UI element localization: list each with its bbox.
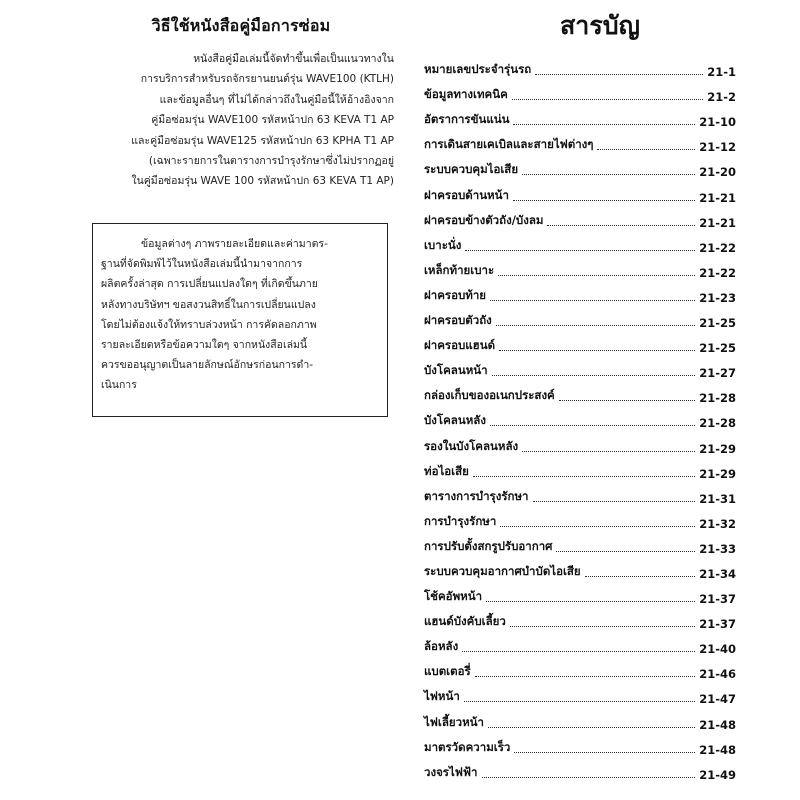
toc-leader-dots — [585, 576, 696, 577]
toc-entry-page: 21-21 — [699, 215, 736, 230]
toc-leader-dots — [513, 124, 695, 125]
toc-entry[interactable] — [424, 205, 736, 230]
toc-entry-label: ระบบควบคุมอากาศบำบัดไอเสีย — [424, 563, 581, 578]
toc-entry[interactable] — [424, 280, 736, 305]
toc-leader-dots — [482, 777, 696, 778]
toc-entry-page: 21-10 — [699, 115, 736, 130]
toc-entry[interactable] — [424, 255, 736, 280]
toc-leader-dots — [496, 325, 695, 326]
toc-entry-page: 21-25 — [699, 341, 736, 356]
toc-leader-dots — [462, 651, 695, 652]
toc-entry[interactable] — [424, 405, 736, 430]
notice-line: โดยไม่ต้องแจ้งให้ทราบล่วงหน้า การคัดลอกภาพ — [101, 318, 317, 331]
toc-entry[interactable] — [424, 330, 736, 355]
toc-entry-label: ไฟหน้า — [424, 689, 460, 704]
toc-entry-page: 21-29 — [699, 441, 736, 456]
toc-leader-dots — [490, 425, 695, 426]
toc-entry-page: 21-12 — [699, 140, 736, 155]
toc-list — [424, 54, 736, 782]
toc-leader-dots — [522, 451, 695, 452]
toc-leader-dots — [492, 375, 696, 376]
toc-entry[interactable] — [424, 54, 736, 79]
notice-line: เนินการ — [101, 379, 137, 392]
toc-entry-page: 21-28 — [699, 391, 736, 406]
toc-entry[interactable] — [424, 230, 736, 255]
toc-entry-label: รองในบังโคลนหลัง — [424, 438, 519, 453]
toc-entry-page: 21-2 — [707, 90, 736, 105]
toc-entry-page: 21-49 — [699, 767, 736, 782]
toc-entry[interactable] — [424, 456, 736, 481]
toc-leader-dots — [499, 350, 695, 351]
notice-line: ข้อมูลต่างๆ ภาพรายละเอียดและค่ามาตร- — [141, 238, 328, 250]
toc-title: สารบัญ — [560, 11, 640, 40]
toc-leader-dots — [510, 626, 695, 627]
toc-entry[interactable] — [424, 706, 736, 731]
toc-entry-page: 21-32 — [699, 516, 736, 531]
toc-entry[interactable] — [424, 656, 736, 681]
toc-entry-label: บังโคลนหน้า — [424, 363, 488, 378]
toc-entry-page: 21-22 — [699, 265, 736, 280]
toc-entry-label: ท่อไอเสีย — [424, 463, 469, 478]
toc-entry-label: ฝาครอบข้างตัวถัง/บังลม — [424, 212, 544, 227]
toc-entry[interactable] — [424, 531, 736, 556]
howto-section — [88, 14, 394, 192]
toc-entry-page: 21-37 — [699, 617, 736, 632]
intro-line: หนังสือคู่มือเล่มนี้จัดทำขึ้นเพื่อเป็นแนวทางใน — [193, 53, 394, 65]
toc-entry-page: 21-25 — [699, 316, 736, 331]
toc-leader-dots — [556, 551, 695, 552]
toc-entry-page: 21-46 — [699, 667, 736, 682]
toc-leader-dots — [533, 501, 696, 502]
toc-entry[interactable] — [424, 757, 736, 782]
toc-entry-label: ระบบควบคุมไอเสีย — [424, 162, 519, 177]
toc-leader-dots — [498, 275, 695, 276]
toc-entry-label: เบาะนั่ง — [424, 237, 462, 252]
toc-entry-page: 21-33 — [699, 541, 736, 556]
intro-paragraph — [88, 49, 394, 192]
toc-entry[interactable] — [424, 506, 736, 531]
intro-line: และข้อมูลอื่นๆ ที่ไม่ได้กล่าวถึงในคู่มือนี้ให้อ้างอิงจาก — [159, 93, 394, 106]
toc-entry-page: 21-47 — [699, 692, 736, 707]
toc-leader-dots — [500, 526, 695, 527]
toc-entry-page: 21-23 — [699, 290, 736, 305]
notice-line: ควรขออนุญาตเป็นลายลักษณ์อักษรก่อนการดำ- — [101, 359, 314, 372]
toc-leader-dots — [465, 250, 695, 251]
toc-entry[interactable] — [424, 380, 736, 405]
toc-entry-label: แฮนด์บังคับเลี้ยว — [424, 614, 506, 629]
intro-line: และคู่มือซ่อมรุ่น WAVE125 รหัสหน้าปก 63 KPHA T1 AP — [131, 134, 394, 147]
notice-line: รายละเอียดหรือข้อความใดๆ จากหนังสือเล่มนี้ — [101, 339, 308, 352]
toc-leader-dots — [535, 74, 703, 75]
intro-line: (เฉพาะรายการในตารางการบำรุงรักษาซึ่งไม่ปรากฏอยู่ — [148, 155, 394, 168]
toc-leader-dots — [522, 174, 695, 175]
toc-entry-label: หมายเลขประจำรุ่นรถ — [424, 62, 532, 77]
toc-entry-label: ฝาครอบด้านหน้า — [424, 187, 509, 202]
toc-entry-label: การเดินสายเคเบิลและสายไฟต่างๆ — [424, 137, 594, 152]
toc-leader-dots — [514, 752, 695, 753]
toc-entry[interactable] — [424, 430, 736, 455]
intro-line: คู่มือซ่อมรุ่น WAVE100 รหัสหน้าปก 63 KEVA T1 AP — [151, 114, 394, 127]
toc-entry-label: ตารางการบำรุงรักษา — [424, 488, 529, 503]
toc-entry-page: 21-21 — [699, 190, 736, 205]
notice-line: ผลิตครั้งล่าสุด การเปลี่ยนแปลงใดๆ ที่เกิดขึ้นภาย — [101, 278, 318, 291]
toc-entry-page: 21-34 — [699, 566, 736, 581]
toc-entry-page: 21-27 — [699, 366, 736, 381]
toc-leader-dots — [547, 225, 695, 226]
notice-line: หลังทางบริษัทฯ ขอสงวนสิทธิ์ในการเปลี่ยนแปลง — [101, 298, 316, 311]
toc-entry-label: ฝาครอบท้าย — [424, 287, 487, 302]
toc-entry-label: แบตเตอรี่ — [424, 664, 471, 679]
toc-entry-page: 21-48 — [699, 742, 736, 757]
toc-entry-label: กล่องเก็บของอเนกประสงค์ — [424, 388, 555, 403]
toc-entry-page: 21-37 — [699, 592, 736, 607]
toc-entry[interactable] — [424, 129, 736, 154]
toc-entry[interactable] — [424, 79, 736, 104]
toc-entry[interactable] — [424, 732, 736, 757]
toc-entry-label: มาตรวัดความเร็ว — [424, 739, 511, 754]
toc-entry-label: การปรับตั้งสกรูปรับอากาศ — [424, 538, 553, 553]
toc-entry[interactable] — [424, 556, 736, 581]
toc-entry[interactable] — [424, 305, 736, 330]
toc-entry[interactable] — [424, 631, 736, 656]
toc-leader-dots — [513, 200, 695, 201]
toc-entry-label: บังโคลนหลัง — [424, 413, 486, 428]
notice-line: ฐานที่จัดพิมพ์ไว้ในหนังสือเล่มนี้นำมาจากการ — [101, 258, 303, 271]
toc-section — [424, 6, 736, 782]
toc-entry[interactable] — [424, 681, 736, 706]
toc-entry-label: เหล็กท้ายเบาะ — [424, 262, 495, 277]
toc-entry-label: ไฟเลี้ยวหน้า — [424, 714, 484, 729]
toc-leader-dots — [512, 99, 703, 100]
toc-entry[interactable] — [424, 179, 736, 204]
toc-leader-dots — [475, 676, 696, 677]
toc-entry[interactable] — [424, 581, 736, 606]
toc-entry-page: 21-29 — [699, 466, 736, 481]
toc-entry-page: 21-31 — [699, 491, 736, 506]
toc-entry-page: 21-48 — [699, 717, 736, 732]
toc-leader-dots — [597, 149, 695, 150]
toc-entry-label: ข้อมูลทางเทคนิค — [424, 87, 508, 102]
toc-leader-dots — [488, 727, 695, 728]
toc-entry-label: ฝาครอบแฮนด์ — [424, 338, 496, 353]
toc-entry-label: อัตราการขันแน่น — [424, 112, 510, 127]
toc-entry-page: 21-28 — [699, 416, 736, 431]
toc-entry-label: วงจรไฟฟ้า — [424, 764, 478, 779]
toc-leader-dots — [486, 601, 695, 602]
toc-entry[interactable] — [424, 606, 736, 631]
toc-entry[interactable] — [424, 481, 736, 506]
intro-line: การบริการสำหรับรถจักรยานยนต์รุ่น WAVE100 (KTLH) — [140, 73, 394, 86]
toc-leader-dots — [464, 701, 695, 702]
toc-leader-dots — [473, 476, 695, 477]
notice-box — [92, 223, 388, 417]
toc-entry[interactable] — [424, 154, 736, 179]
toc-leader-dots — [490, 300, 695, 301]
toc-entry-label: ล้อหลัง — [424, 639, 459, 654]
toc-entry[interactable] — [424, 104, 736, 129]
intro-line: ในคู่มือซ่อมรุ่น WAVE 100 รหัสหน้าปก 63 KEVA T1 AP) — [131, 175, 394, 188]
toc-entry-page: 21-1 — [707, 65, 736, 80]
toc-entry-label: ฝาครอบตัวถัง — [424, 313, 492, 328]
toc-entry-label: โช้คอัพหน้า — [424, 589, 483, 604]
toc-entry-page: 21-22 — [699, 240, 736, 255]
toc-entry-page: 21-20 — [699, 165, 736, 180]
toc-entry-label: การบำรุงรักษา — [424, 513, 497, 528]
toc-entry[interactable] — [424, 355, 736, 380]
toc-leader-dots — [559, 400, 695, 401]
howto-title: วิธีใช้หนังสือคู่มือการซ่อม — [151, 16, 331, 35]
toc-entry-page: 21-40 — [699, 642, 736, 657]
